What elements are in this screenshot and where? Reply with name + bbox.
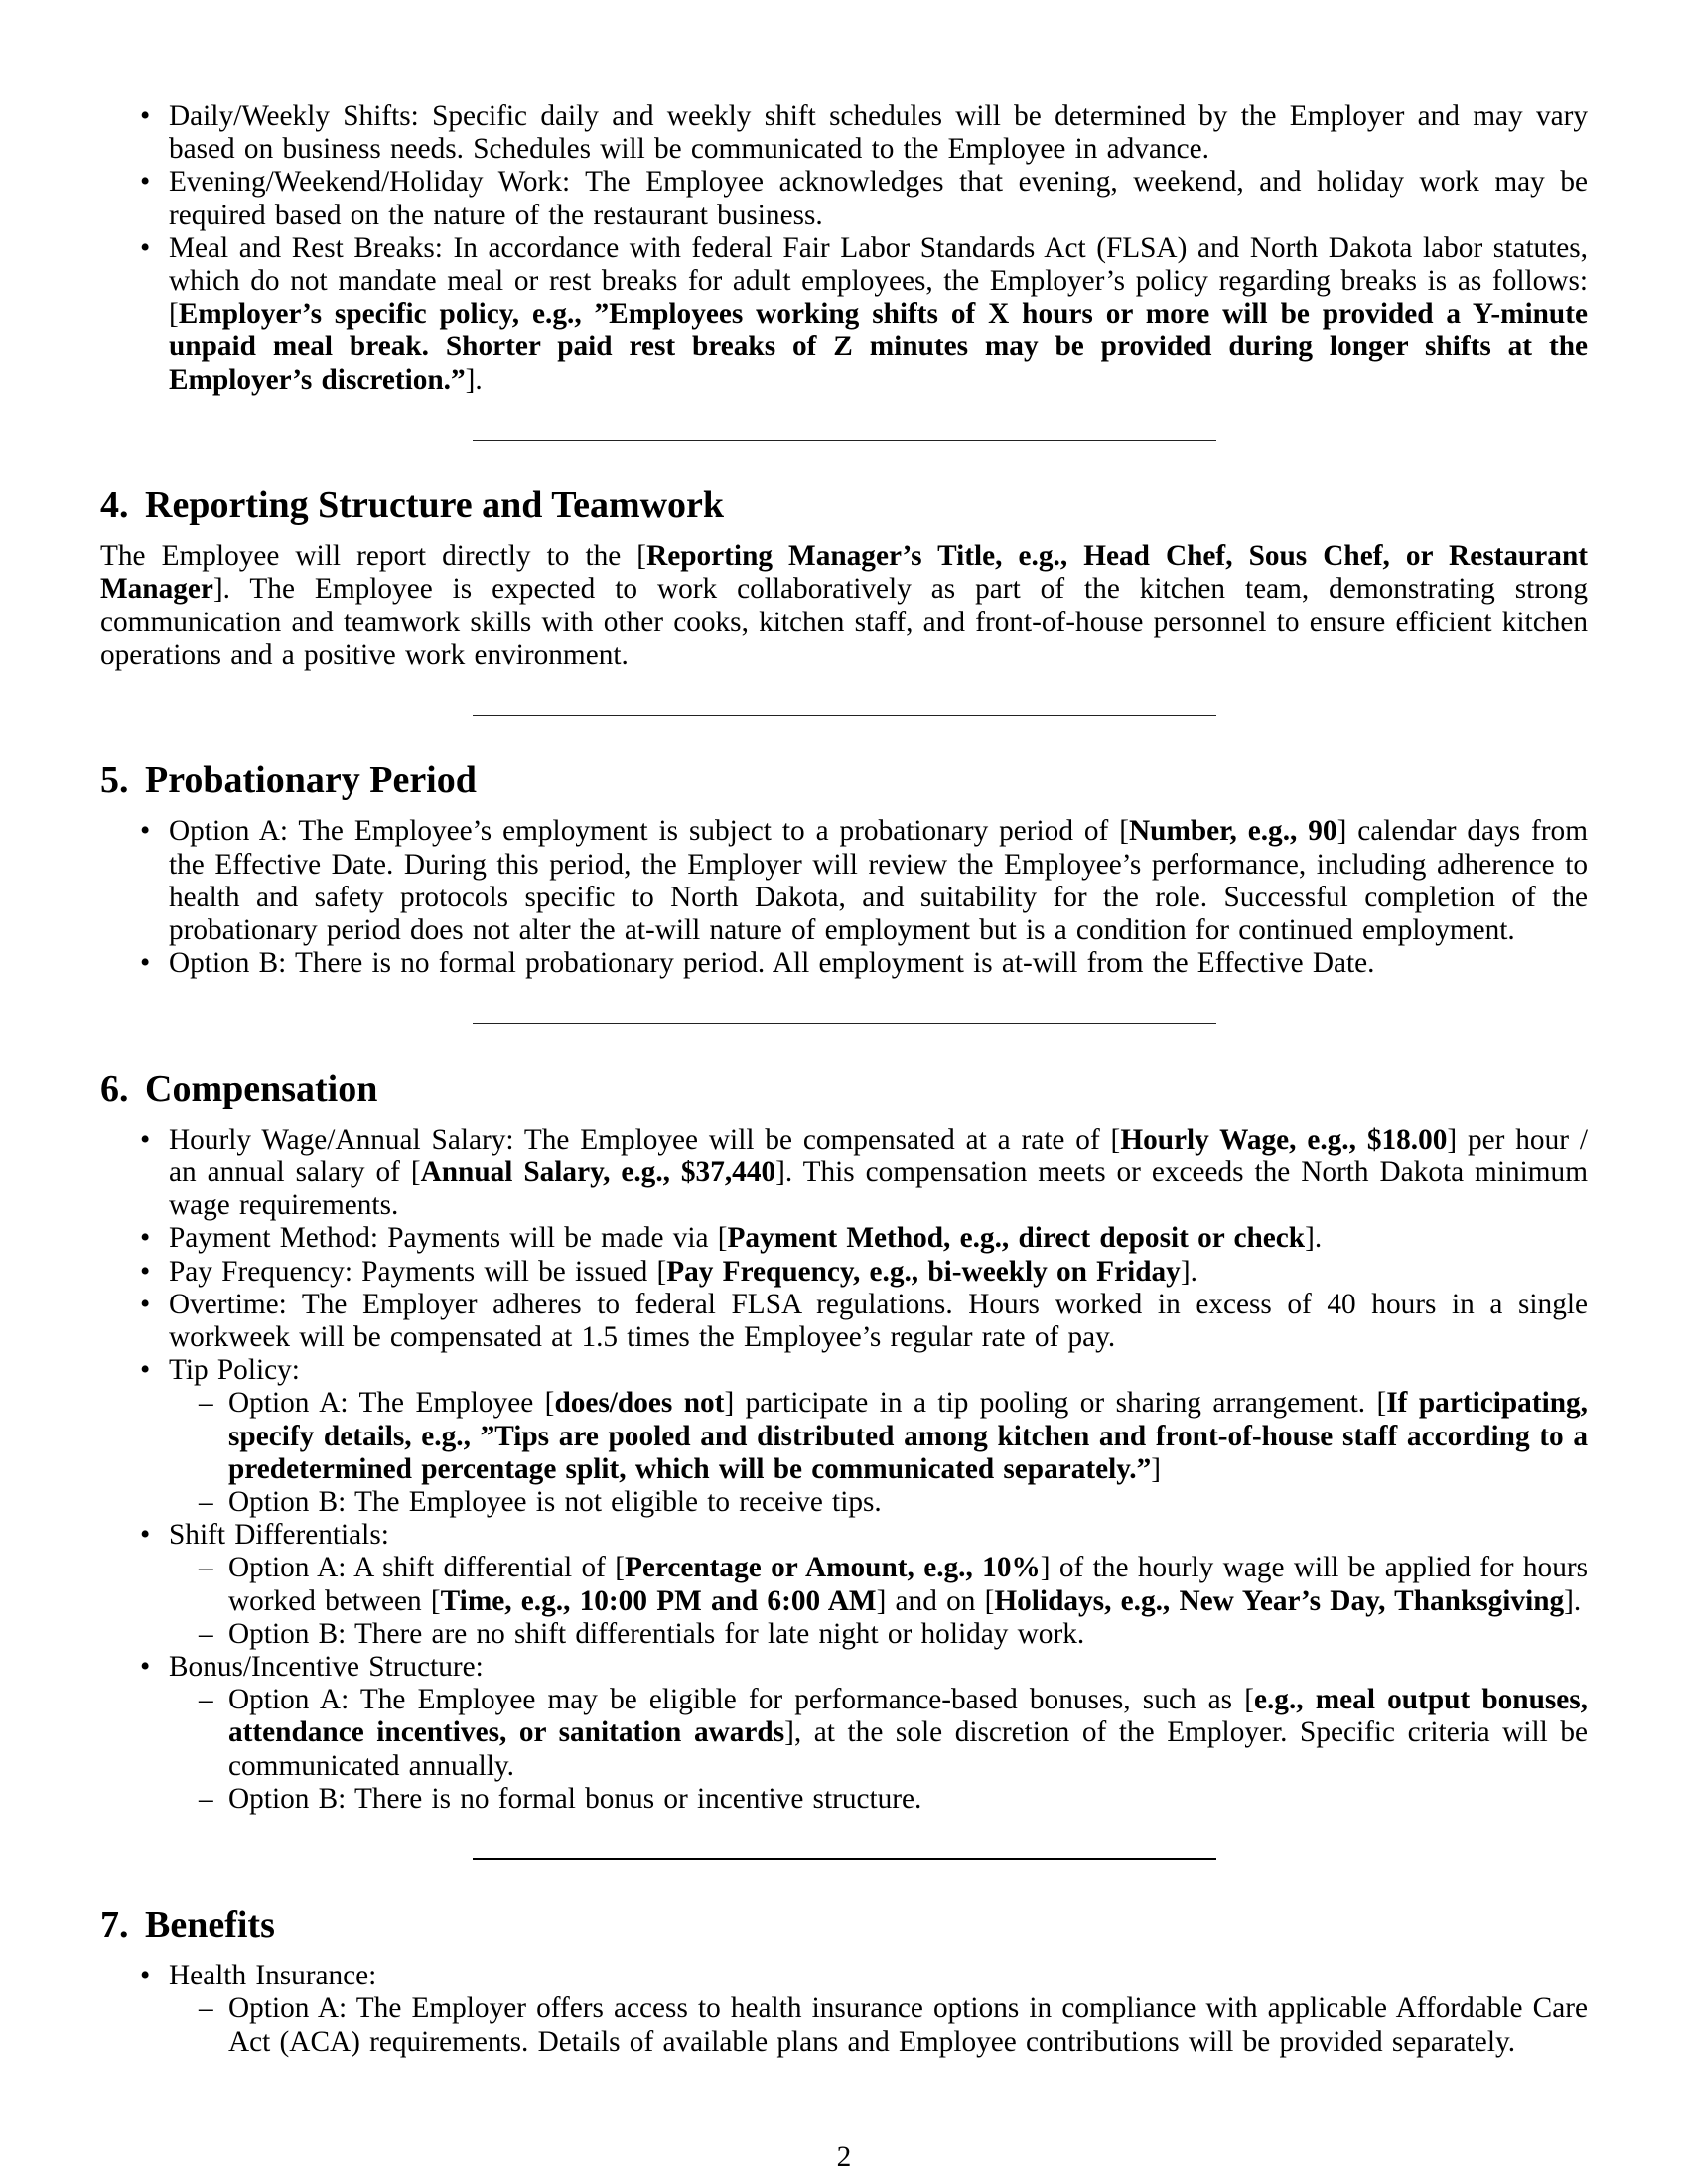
item-text: ] xyxy=(1151,1452,1162,1485)
bullet-list xyxy=(100,1960,1588,2059)
section-divider xyxy=(473,440,1216,441)
sub-list xyxy=(169,1552,1588,1651)
section-title: Benefits xyxy=(145,1904,275,1947)
section-title: Probationary Period xyxy=(145,759,477,802)
sub-list xyxy=(169,1387,1588,1519)
placeholder-text: Hourly Wage, e.g., $18.00 xyxy=(1120,1123,1448,1156)
item-text: Bonus/Incentive Structure: xyxy=(169,1651,484,1684)
placeholder-text: does/does not xyxy=(554,1387,725,1420)
item-text: Shift Differentials: xyxy=(169,1519,389,1552)
item-text: Evening/Weekend/Holiday Work: The Employee acknowledges that evening, weekend, and holiday work may be required based on the nature of the restaurant business. xyxy=(169,166,1588,231)
item-text: Option A: The Employer offers access to health insurance options in compliance with applicable Affordable Care Act (ACA) requirements. Details of available plans and Employee contributions will be provided separately. xyxy=(228,1992,1588,2058)
placeholder-text: Pay Frequency, e.g., bi-weekly on Friday xyxy=(666,1255,1181,1288)
section-paragraph xyxy=(100,540,1588,672)
item-text: ] of the hourly wage will be applied for hours worked between [ xyxy=(228,1552,1588,1617)
section-heading xyxy=(100,1067,1588,1111)
section-divider xyxy=(473,1023,1216,1024)
section-number: 7. xyxy=(100,1904,129,1947)
section-divider xyxy=(473,1858,1216,1860)
item-text: Tip Policy: xyxy=(169,1354,300,1387)
placeholder-text: Payment Method, e.g., direct deposit or check xyxy=(727,1222,1306,1255)
list-item xyxy=(169,815,1588,947)
paragraph-text: The Employee will report directly to the [ xyxy=(100,540,647,573)
sub-list-item xyxy=(228,1618,1588,1651)
placeholder-text: Reporting Manager’s Title, e.g., Head Chef, Sous Chef, or Restaurant Manager xyxy=(100,540,1588,606)
list-item xyxy=(169,1124,1588,1223)
list-item xyxy=(169,1289,1588,1354)
item-text: Option A: The Employee [ xyxy=(228,1387,555,1420)
sub-list-item xyxy=(228,1552,1588,1617)
section-heading xyxy=(100,1903,1588,1947)
item-text: Option B: There is no formal bonus or incentive structure. xyxy=(228,1782,922,1815)
item-text: Meal and Rest Breaks: In accordance with federal Fair Labor Standards Act (FLSA) and North Dakota labor statutes, which do not mandate meal or rest breaks for adult employees, the Employer’s policy regarding breaks is as follows: [ xyxy=(169,231,1588,331)
list-item xyxy=(169,1256,1588,1289)
sub-list xyxy=(169,1992,1588,2058)
item-text: Hourly Wage/Annual Salary: The Employee will be compensated at a rate of [ xyxy=(169,1123,1121,1156)
item-text: Daily/Weekly Shifts: Specific daily and weekly shift schedules will be determined by the Employer and may vary based on business needs. Schedules will be communicated to the Employee in advance. xyxy=(169,100,1588,166)
sub-list-item xyxy=(228,1684,1588,1783)
list-item xyxy=(169,166,1588,231)
item-text: Option A: A shift differential of [ xyxy=(228,1552,625,1584)
item-text: Pay Frequency: Payments will be issued [ xyxy=(169,1255,667,1288)
list-item xyxy=(169,1651,1588,1816)
list-item xyxy=(169,1960,1588,2059)
item-text: Health Insurance: xyxy=(169,1960,377,1992)
sub-list xyxy=(169,1684,1588,1816)
section-title: Compensation xyxy=(145,1067,378,1110)
placeholder-text: e.g., meal output bonuses, attendance incentives, or sanitation awards xyxy=(228,1684,1588,1749)
item-text: ] and on [ xyxy=(876,1584,995,1617)
item-text: ] per hour / an annual salary of [ xyxy=(169,1123,1588,1189)
bullet-list xyxy=(100,815,1588,980)
item-text: Payment Method: Payments will be made via [ xyxy=(169,1222,728,1255)
placeholder-text: Percentage or Amount, e.g., 10% xyxy=(625,1552,1041,1584)
sub-list-item xyxy=(228,1783,1588,1816)
item-text: ] calendar days from the Effective Date. During this period, the Employer will review the Employee’s performance, including adherence to health and safety protocols specific to North Dakota, and suitability for the role. Successful completion of the probationary period does not alter the at-will nature of employment but is a condition for continued employment. xyxy=(169,815,1588,947)
item-text: Option B: There are no shift differentials for late night or holiday work. xyxy=(228,1617,1085,1650)
placeholder-text: If participating, specify details, e.g., ”Tips are pooled and distributed among kitchen and front-of-house staff according to a predetermined percentage split, which will be communicated separately.” xyxy=(228,1387,1588,1485)
bullet-list xyxy=(100,100,1588,397)
section-title: Reporting Structure and Teamwork xyxy=(145,484,725,527)
placeholder-text: Holidays, e.g., New Year’s Day, Thanksgiving xyxy=(994,1584,1565,1617)
item-text: ]. xyxy=(1180,1255,1197,1288)
placeholder-text: Time, e.g., 10:00 PM and 6:00 AM xyxy=(440,1584,877,1617)
list-item xyxy=(169,1354,1588,1519)
section-divider xyxy=(473,715,1216,716)
item-text: Option B: The Employee is not eligible to receive tips. xyxy=(228,1486,882,1519)
section-number: 4. xyxy=(100,484,129,527)
page-number: 2 xyxy=(836,2141,852,2173)
item-text: ] participate in a tip pooling or sharing arrangement. [ xyxy=(724,1387,1387,1420)
item-text: ]. This compensation meets or exceeds the North Dakota minimum wage requirements. xyxy=(169,1157,1588,1222)
section-heading xyxy=(100,758,1588,802)
item-text: Option A: The Employee may be eligible for performance-based bonuses, such as [ xyxy=(228,1684,1254,1716)
bullet-list xyxy=(100,1124,1588,1816)
placeholder-text: Employer’s specific policy, e.g., ”Employees working shifts of X hours or more will be provided a Y-minute unpaid meal break. Shorter paid rest breaks of Z minutes may be provided during longer shifts at the Employer’s discretion.” xyxy=(169,298,1588,396)
list-item xyxy=(169,100,1588,166)
item-text: Option B: There is no formal probationary period. All employment is at-will from the Effective Date. xyxy=(169,947,1375,980)
item-text: ]. xyxy=(1564,1584,1582,1617)
sub-list-item xyxy=(228,1387,1588,1486)
sub-list-item xyxy=(228,1486,1588,1519)
item-text: ]. xyxy=(1305,1222,1323,1255)
placeholder-text: Number, e.g., 90 xyxy=(1129,815,1337,848)
list-item xyxy=(169,232,1588,397)
section-number: 5. xyxy=(100,759,129,802)
paragraph-text: ]. The Employee is expected to work collaboratively as part of the kitchen team, demonstrating strong communication and teamwork skills with other cooks, kitchen staff, and front-of-house personnel to ensure efficient kitchen operations and a positive work environment. xyxy=(100,573,1588,671)
list-item xyxy=(169,947,1588,980)
document-page xyxy=(100,100,1588,2059)
item-text: ], at the sole discretion of the Employer. Specific criteria will be communicated annually. xyxy=(228,1716,1589,1782)
placeholder-text: Annual Salary, e.g., $37,440 xyxy=(420,1157,776,1189)
item-text: ]. xyxy=(465,363,483,396)
section-heading xyxy=(100,483,1588,527)
item-text: Overtime: The Employer adheres to federal FLSA regulations. Hours worked in excess of 40 hours in a single workweek will be compensated at 1.5 times the Employee’s regular rate of pay. xyxy=(169,1288,1588,1354)
item-text: Option A: The Employee’s employment is subject to a probationary period of [ xyxy=(169,815,1130,848)
list-item xyxy=(169,1222,1588,1255)
section-number: 6. xyxy=(100,1067,129,1110)
list-item xyxy=(169,1519,1588,1651)
sub-list-item xyxy=(228,1992,1588,2058)
